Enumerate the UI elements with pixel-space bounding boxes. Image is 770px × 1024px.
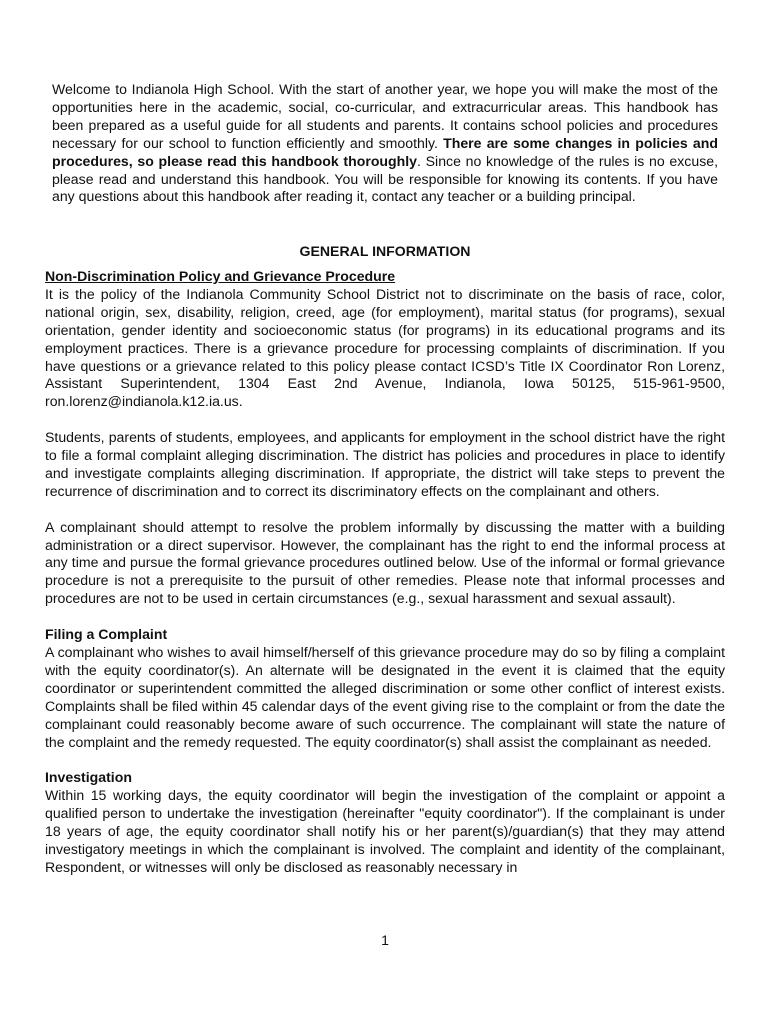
filing-section xyxy=(45,626,725,751)
nondiscrimination-paragraph-1: It is the policy of the Indianola Community School District not to discriminate on the basis of race, color, national origin, sex, disability, religion, creed, age (for employment), marital status (for programs), sexual orientation, gender identity and socioeconomic status (for programs) in its educational programs and its employment practices. There is a grievance procedure for processing complaints of discrimination. If you have questions or a grievance related to this policy please contact ICSD’s Title IX Coordinator Ron Lorenz, Assistant Superintendent, 1304 East 2nd Avenue, Indianola, Iowa 50125, 515-961-9500, ron.lorenz@indianola.k12.ia.us. xyxy=(45,285,725,410)
nondiscrimination-paragraph-3: A complainant should attempt to resolve the problem informally by discussing the matter with a building administration or a direct supervisor. However, the complainant has the right to end the informal process at any time and pursue the formal grievance procedures outlined below. Use of the informal or formal grievance procedure is not a prerequisite to the pursuit of other remedies. Please note that informal processes and procedures are not to be used in certain circumstances (e.g., sexual harassment and sexual assault). xyxy=(45,518,725,607)
welcome-bold-notice: There are some changes in policies and procedures, so please read this handbook thoroughly xyxy=(52,134,718,169)
nondiscrimination-paragraph-2: Students, parents of students, employees, and applicants for employment in the school district have the right to file a formal complaint alleging discrimination. The district has policies and procedures in place to identify and investigate complaints alleging discrimination. If appropriate, the district will take steps to prevent the recurrence of discrimination and to correct its discriminatory effects on the complainant and others. xyxy=(45,429,725,499)
welcome-text-part1: Welcome to Indianola High School. With the start of another year, we hope you will make the most of the opportunities here in the academic, social, co-curricular, and extracurricular areas. This handbook has been prepared as a useful guide for all students and parents. It contains school policies and procedures necessary for our school to function efficiently and smoothly. xyxy=(52,81,718,151)
general-information-heading: GENERAL INFORMATION xyxy=(299,243,471,259)
policy-body xyxy=(45,268,725,895)
filing-paragraph: A complainant who wishes to avail himself/herself of this grievance procedure may do so by filing a complaint with the equity coordinator(s). An alternate will be designated in the event it is claimed that the equity coordinator or superintendent committed the alleged discrimination or some other conflict of interest exists. Complaints shall be filed within 45 calendar days of the event giving rise to the complaint or from the date the complainant could reasonably become aware of such occurrence. The complainant will state the nature of the complaint and the remedy requested. The equity coordinator(s) shall assist the complainant as needed. xyxy=(45,643,725,750)
welcome-paragraph xyxy=(52,81,718,206)
investigation-heading: Investigation xyxy=(45,769,132,786)
investigation-paragraph: Within 15 working days, the equity coordinator will begin the investigation of the complaint or appoint a qualified person to undertake the investigation (hereinafter "equity coordinator"). If the complainant is under 18 years of age, the equity coordinator shall notify his or her parent(s)/guardian(s) that they may attend investigatory meetings in which the complainant is involved. The complaint and identity of the complainant, Respondent, or witnesses will only be disclosed as reasonably necessary in xyxy=(45,787,725,875)
page-number: 1 xyxy=(381,932,389,948)
welcome-text-part2: . Since no knowledge of the rules is no excuse, please read and understand this handbook. You will be responsible for knowing its contents. If you have any questions about this handbook after reading it, contact any teacher or a building principal. xyxy=(52,152,718,205)
investigation-section xyxy=(45,769,725,876)
filing-heading: Filing a Complaint xyxy=(45,626,168,643)
nondiscrimination-section xyxy=(45,268,725,411)
nondiscrimination-heading: Non-Discrimination Policy and Grievance Procedure xyxy=(45,268,396,284)
